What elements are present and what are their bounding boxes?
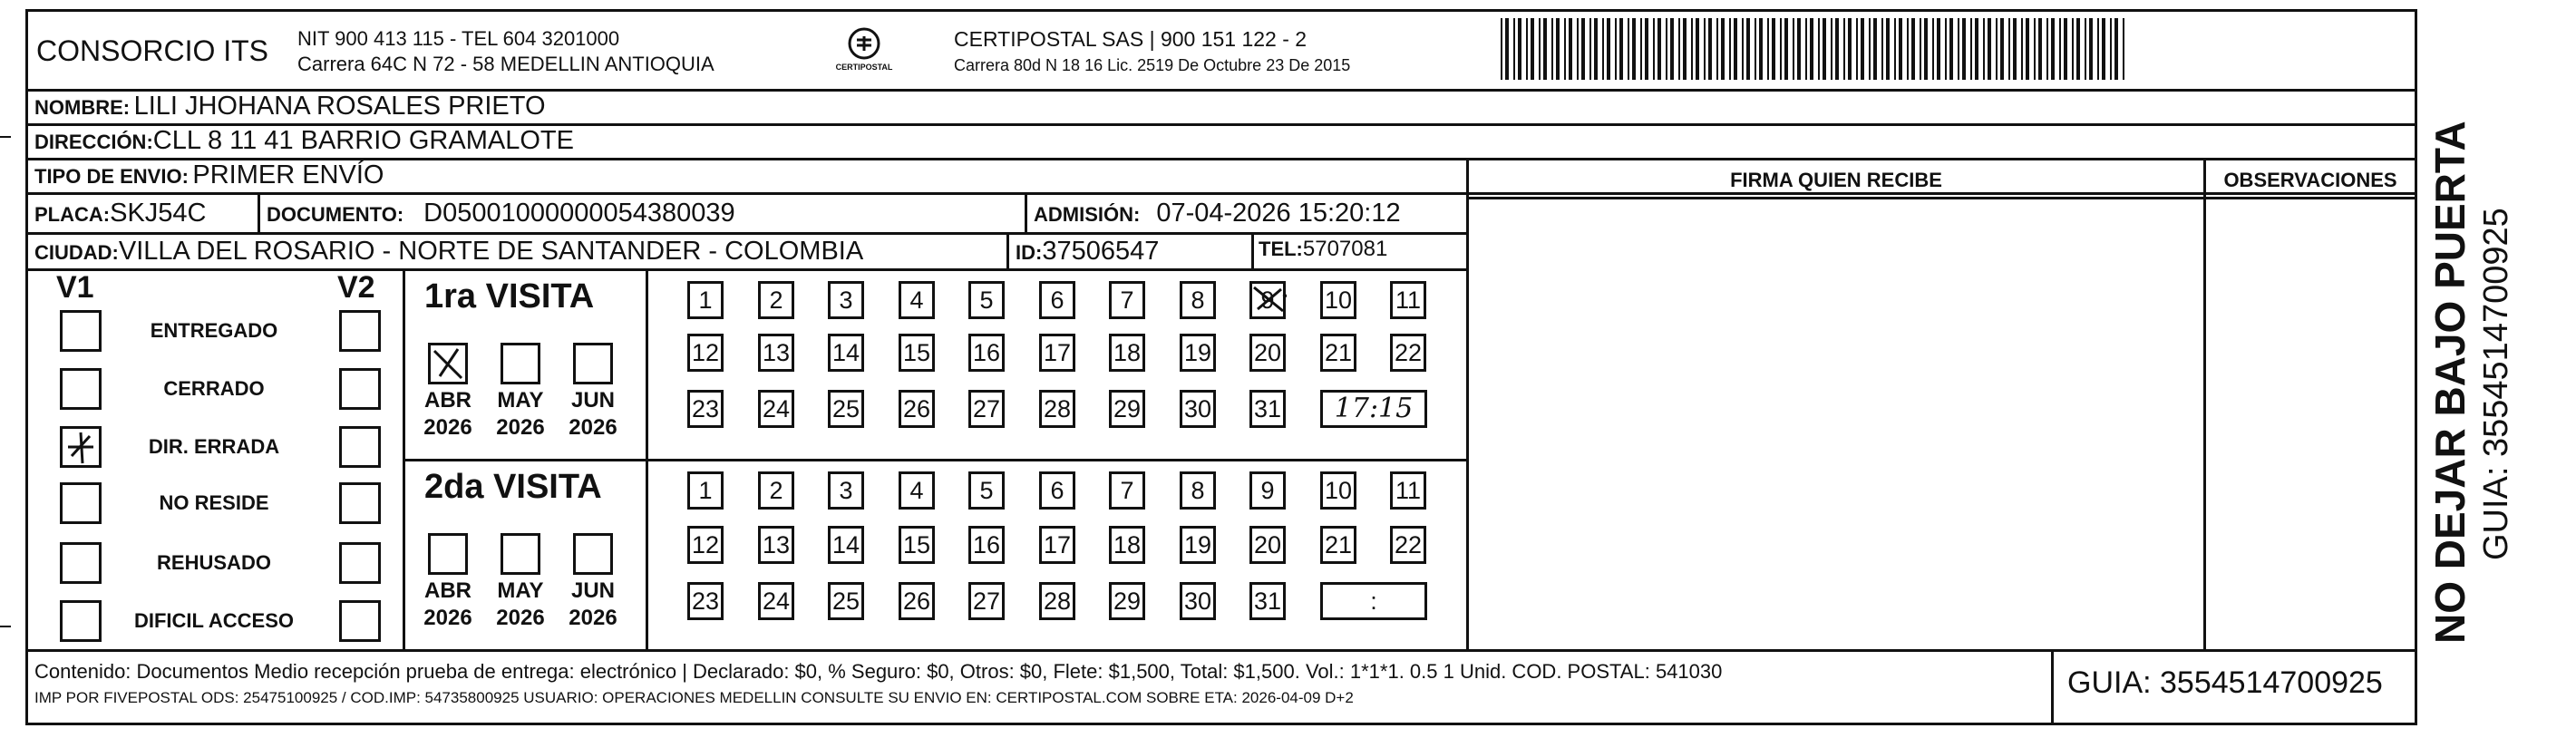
barcode-bar [1911, 18, 1915, 80]
day-box[interactable]: 11 [1390, 471, 1426, 510]
day-box[interactable]: 11 [1390, 281, 1426, 319]
barcode-bar [2026, 18, 2029, 80]
day-box[interactable]: 13 [758, 334, 794, 372]
footer-imp: IMP POR FIVEPOSTAL ODS: 25475100925 / COD.IMP: 54735800925 USUARIO: OPERACIONES MEDELLIN CONSULTE SU ENVIO EN: CERTIPOSTAL.COM SOBRE ETA: 2026-04-09 D+2 [34, 689, 1354, 706]
day-box[interactable]: 10 [1320, 471, 1356, 510]
placa-label: PLACA: [34, 203, 111, 226]
direccion-value: CLL 8 11 41 BARRIO GRAMALOTE [152, 126, 574, 155]
day-box[interactable]: 15 [899, 334, 935, 372]
day-box[interactable]: 16 [968, 526, 1005, 564]
barcode-bar [1784, 18, 1788, 80]
month-checkbox[interactable] [501, 533, 540, 575]
day-box[interactable]: 24 [758, 582, 794, 620]
barcode-bar [1861, 18, 1864, 80]
barcode-bar [1607, 18, 1610, 80]
admision-value: 07-04-2026 15:20:12 [1156, 199, 1401, 228]
barcode-bar [1683, 18, 1687, 80]
day-box[interactable]: 5 [968, 471, 1005, 510]
day-box[interactable]: 4 [899, 281, 935, 319]
footer-contenido: Contenido: Documentos Medio recepción prueba de entrega: electrónico | Declarado: $0, % Seguro: $0, Otros: $0, Flete: $1,500, Total: $1,500. Vol.: 1*1*1. 0.5 1 Unid. COD. POSTAL: 541030 [34, 660, 1723, 683]
barcode-bar [1793, 18, 1794, 80]
day-box[interactable]: 17 [1039, 334, 1075, 372]
month-checkbox[interactable] [501, 343, 540, 384]
day-box[interactable]: 28 [1039, 390, 1075, 428]
year-label: 2026 [569, 606, 617, 630]
barcode-bar [1628, 18, 1629, 80]
day-box[interactable]: 26 [899, 390, 935, 428]
month-label: ABR [424, 578, 471, 603]
v2-checkbox[interactable] [339, 600, 381, 642]
barcode-bar [1577, 18, 1579, 80]
day-box[interactable]: 14 [828, 334, 864, 372]
barcode-bar [1564, 18, 1566, 80]
month-label: JUN [570, 578, 615, 603]
status-label: DIFICIL ACCESO [133, 609, 294, 632]
barcode-bar [1932, 18, 1934, 80]
barcode-bar [2034, 18, 2036, 80]
direccion-label: DIRECCIÓN: [34, 131, 153, 153]
day-box[interactable]: 31 [1249, 390, 1286, 428]
day-box[interactable]: 19 [1180, 526, 1216, 564]
barcode-bar [1691, 18, 1693, 80]
tel-label: TEL: [1259, 238, 1303, 260]
barcode-bar [1696, 18, 1699, 80]
barcode-bar [1581, 18, 1585, 80]
company-nit-tel: NIT 900 413 115 - TEL 604 3201000 [297, 27, 620, 50]
barcode-bar [1619, 18, 1623, 80]
day-box[interactable]: 18 [1109, 526, 1145, 564]
company-address: Carrera 64C N 72 - 58 MEDELLIN ANTIOQUIA [297, 53, 714, 75]
day-box[interactable]: 27 [968, 390, 1005, 428]
barcode-bar [1873, 18, 1877, 80]
barcode-bar [2008, 18, 2010, 80]
observaciones-header: OBSERVACIONES [2223, 169, 2397, 191]
barcode-bar [1759, 18, 1763, 80]
barcode-bar [1772, 18, 1775, 80]
ciudad-value: VILLA DEL ROSARIO - NORTE DE SANTANDER - COLOMBIA [118, 237, 864, 266]
barcode-bar [1945, 18, 1947, 80]
barcode-bar [1657, 18, 1661, 80]
day-box[interactable]: 30 [1180, 582, 1216, 620]
v2-header: V2 [337, 270, 375, 305]
v1-checkbox[interactable] [60, 542, 102, 584]
v1-checkbox[interactable] [60, 310, 102, 352]
barcode-bar [1831, 18, 1832, 80]
second-visit-title: 2da VISITA [424, 468, 602, 506]
barcode-bar [2102, 18, 2105, 80]
barcode-bar [1848, 18, 1852, 80]
month-label: ABR [424, 388, 471, 413]
year-label: 2026 [423, 606, 472, 630]
barcode-bar [2089, 18, 2093, 80]
barcode-bar [1615, 18, 1617, 80]
barcode-bar [1543, 18, 1547, 80]
barcode-bar [1780, 18, 1782, 80]
barcode-bar [1886, 18, 1890, 80]
barcode-bar [1551, 18, 1553, 80]
barcode-bar [2059, 18, 2061, 80]
day-box[interactable]: 16 [968, 334, 1005, 372]
barcode-bar [2085, 18, 2086, 80]
barcode-bar [1513, 18, 1515, 80]
barcode-bar [2051, 18, 2055, 80]
barcode-bar [1716, 18, 1718, 80]
day-box[interactable]: 5 [968, 281, 1005, 319]
barcode-bar [1708, 18, 1712, 80]
v1-checkbox[interactable] [60, 600, 102, 642]
barcode-bar [2000, 18, 2004, 80]
barcode-bar [1958, 18, 1959, 80]
day-box[interactable]: 8 [1180, 471, 1216, 510]
day-box[interactable]: 29 [1109, 390, 1145, 428]
documento-label: DOCUMENTO: [267, 203, 404, 226]
certipostal-logo [832, 24, 896, 78]
day-box[interactable]: 29 [1109, 582, 1145, 620]
day-box[interactable]: 20 [1249, 334, 1286, 372]
day-box[interactable]: 17 [1039, 526, 1075, 564]
placa-value: SKJ54C [110, 199, 207, 228]
day-box[interactable]: 25 [828, 390, 864, 428]
tipo-envio-value: PRIMER ENVÍO [192, 160, 384, 189]
barcode-bar [1843, 18, 1845, 80]
day-box[interactable]: 23 [687, 390, 724, 428]
barcode-bar [1632, 18, 1636, 80]
day-box[interactable]: 26 [899, 582, 935, 620]
barcode-bar [1589, 18, 1591, 80]
day-box[interactable]: 20 [1249, 526, 1286, 564]
barcode-bar [1755, 18, 1756, 80]
day-box[interactable]: 25 [828, 582, 864, 620]
barcode-bar [2021, 18, 2023, 80]
month-checkbox[interactable] [573, 343, 613, 384]
v1-checkbox[interactable] [60, 426, 102, 468]
barcode-bar [1556, 18, 1560, 80]
barcode-bar [1975, 18, 1978, 80]
status-label: DIR. ERRADA [148, 435, 280, 458]
barcode-bar [1988, 18, 1991, 80]
barcode-bar [1937, 18, 1940, 80]
barcode-bar [1924, 18, 1928, 80]
barcode-bar [2072, 18, 2074, 80]
day-box[interactable]: 24 [758, 390, 794, 428]
barcode-bar [1518, 18, 1521, 80]
barcode-bar [2013, 18, 2017, 80]
barcode-bar [1721, 18, 1725, 80]
observations-area[interactable] [2206, 199, 2415, 647]
barcode-bar [1949, 18, 1953, 80]
day-box[interactable]: 13 [758, 526, 794, 564]
barcode-bar [1505, 18, 1509, 80]
barcode-bar [1704, 18, 1706, 80]
barcode-bar [2114, 18, 2118, 80]
month-label: MAY [497, 578, 544, 603]
day-box[interactable]: 21 [1320, 526, 1356, 564]
day-box[interactable]: 18 [1109, 334, 1145, 372]
month-checkbox[interactable] [573, 533, 613, 575]
barcode-bar [1653, 18, 1655, 80]
barcode-bar [1869, 18, 1871, 80]
barcode-bar [1996, 18, 1998, 80]
barcode-bar [1856, 18, 1858, 80]
day-box[interactable]: 9 [1249, 471, 1286, 510]
barcode-bar [1569, 18, 1572, 80]
barcode-bar [2046, 18, 2048, 80]
day-box[interactable]: 6 [1039, 281, 1075, 319]
status-label: NO RESIDE [159, 491, 269, 514]
footer-guia: GUIA: 3554514700925 [2067, 665, 2383, 700]
barcode-bar [1531, 18, 1534, 80]
barcode-bar [1729, 18, 1731, 80]
barcode-bar [1678, 18, 1680, 80]
barcode-bar [1645, 18, 1648, 80]
id-value: 37506547 [1042, 237, 1160, 266]
day-box[interactable]: 12 [687, 526, 724, 564]
first-visit-title: 1ra VISITA [424, 277, 595, 316]
day-box[interactable]: 22 [1390, 526, 1426, 564]
v2-checkbox[interactable] [339, 482, 381, 524]
v2-checkbox[interactable] [339, 542, 381, 584]
barcode-bar [2097, 18, 2099, 80]
v1-checkbox[interactable] [60, 368, 102, 410]
barcode-bar [1666, 18, 1667, 80]
side-guia: GUIA: 3554514700925 [2477, 208, 2515, 560]
month-checkbox[interactable] [428, 533, 468, 575]
tipo-envio-label: TIPO DE ENVIO: [34, 165, 189, 188]
day-box[interactable]: 1 [687, 471, 724, 510]
ciudad-label: CIUDAD: [34, 241, 119, 264]
year-label: 2026 [423, 415, 472, 440]
month-checkbox[interactable] [428, 343, 468, 384]
barcode-bar [1881, 18, 1883, 80]
firma-header: FIRMA QUIEN RECIBE [1730, 169, 1942, 191]
barcode-bar [1526, 18, 1528, 80]
day-box[interactable]: 3 [828, 471, 864, 510]
year-label: 2026 [496, 606, 545, 630]
day-box[interactable]: 22 [1390, 334, 1426, 372]
barcode-bar [1983, 18, 1985, 80]
day-box[interactable]: 9 [1249, 281, 1286, 319]
barcode-bar [1899, 18, 1902, 80]
nombre-value: LILI JHOHANA ROSALES PRIETO [133, 92, 546, 121]
day-box[interactable]: 23 [687, 582, 724, 620]
tel-value: 5707081 [1302, 237, 1388, 261]
barcode-bar [1670, 18, 1674, 80]
year-label: 2026 [496, 415, 545, 440]
side-warning: NO DEJAR BAJO PUERTA [2426, 121, 2474, 644]
barcode-bar [2064, 18, 2067, 80]
id-label: ID: [1016, 241, 1043, 264]
month-label: MAY [497, 388, 544, 413]
barcode-bar [2076, 18, 2080, 80]
barcode [1501, 18, 2135, 82]
barcode-bar [1742, 18, 1744, 80]
day-box[interactable]: 10 [1320, 281, 1356, 319]
barcode-bar [1602, 18, 1604, 80]
barcode-bar [1640, 18, 1642, 80]
status-label: CERRADO [163, 377, 265, 400]
barcode-bar [1767, 18, 1769, 80]
day-box[interactable]: 21 [1320, 334, 1356, 372]
company-name: CONSORCIO ITS [36, 34, 269, 67]
barcode-bar [1539, 18, 1541, 80]
signature-area[interactable] [1469, 199, 2202, 647]
day-box[interactable]: 2 [758, 471, 794, 510]
v1-header: V1 [56, 270, 94, 305]
barcode-bar [1970, 18, 1972, 80]
day-box[interactable]: 28 [1039, 582, 1075, 620]
day-box[interactable]: 31 [1249, 582, 1286, 620]
barcode-bar [2123, 18, 2124, 80]
barcode-bar [1962, 18, 1966, 80]
barcode-bar [1818, 18, 1820, 80]
day-box[interactable]: 1 [687, 281, 724, 319]
day-box[interactable]: 2 [758, 281, 794, 319]
day-box[interactable]: 3 [828, 281, 864, 319]
logo-text: CERTIPOSTAL [835, 63, 893, 72]
day-box[interactable]: 8 [1180, 281, 1216, 319]
barcode-bar [1805, 18, 1807, 80]
barcode-bar [1501, 18, 1502, 80]
v2-checkbox[interactable] [339, 426, 381, 468]
day-box[interactable]: 27 [968, 582, 1005, 620]
barcode-bar [2110, 18, 2112, 80]
year-label: 2026 [569, 415, 617, 440]
carrier-name: CERTIPOSTAL SAS | 900 151 122 - 2 [954, 27, 1307, 51]
barcode-bar [1810, 18, 1813, 80]
barcode-bar [1734, 18, 1737, 80]
day-box[interactable]: 30 [1180, 390, 1216, 428]
month-label: JUN [570, 388, 615, 413]
time-box[interactable]: 17:15 [1320, 390, 1427, 428]
barcode-bar [1594, 18, 1598, 80]
day-box[interactable]: 6 [1039, 471, 1075, 510]
day-box[interactable]: 4 [899, 471, 935, 510]
barcode-bar [1823, 18, 1826, 80]
v2-checkbox[interactable] [339, 310, 381, 352]
day-box[interactable]: 14 [828, 526, 864, 564]
barcode-bar [1920, 18, 1921, 80]
nombre-label: NOMBRE: [34, 96, 131, 119]
carrier-address: Carrera 80d N 18 16 Lic. 2519 De Octubre 23 De 2015 [954, 56, 1351, 74]
time-box[interactable]: : [1320, 582, 1427, 620]
admision-label: ADMISIÓN: [1034, 203, 1141, 226]
barcode-bar [2038, 18, 2042, 80]
barcode-bar [1907, 18, 1909, 80]
status-label: ENTREGADO [150, 319, 278, 342]
barcode-bar [1746, 18, 1750, 80]
day-box[interactable]: 7 [1109, 281, 1145, 319]
day-box[interactable]: 12 [687, 334, 724, 372]
barcode-bar [1797, 18, 1801, 80]
v1-checkbox[interactable] [60, 482, 102, 524]
day-box[interactable]: 19 [1180, 334, 1216, 372]
v2-checkbox[interactable] [339, 368, 381, 410]
documento-value: D05001000000054380039 [423, 199, 735, 228]
day-box[interactable]: 15 [899, 526, 935, 564]
barcode-bar [1894, 18, 1896, 80]
status-label: REHUSADO [157, 551, 271, 574]
day-box[interactable]: 7 [1109, 471, 1145, 510]
barcode-bar [1835, 18, 1839, 80]
